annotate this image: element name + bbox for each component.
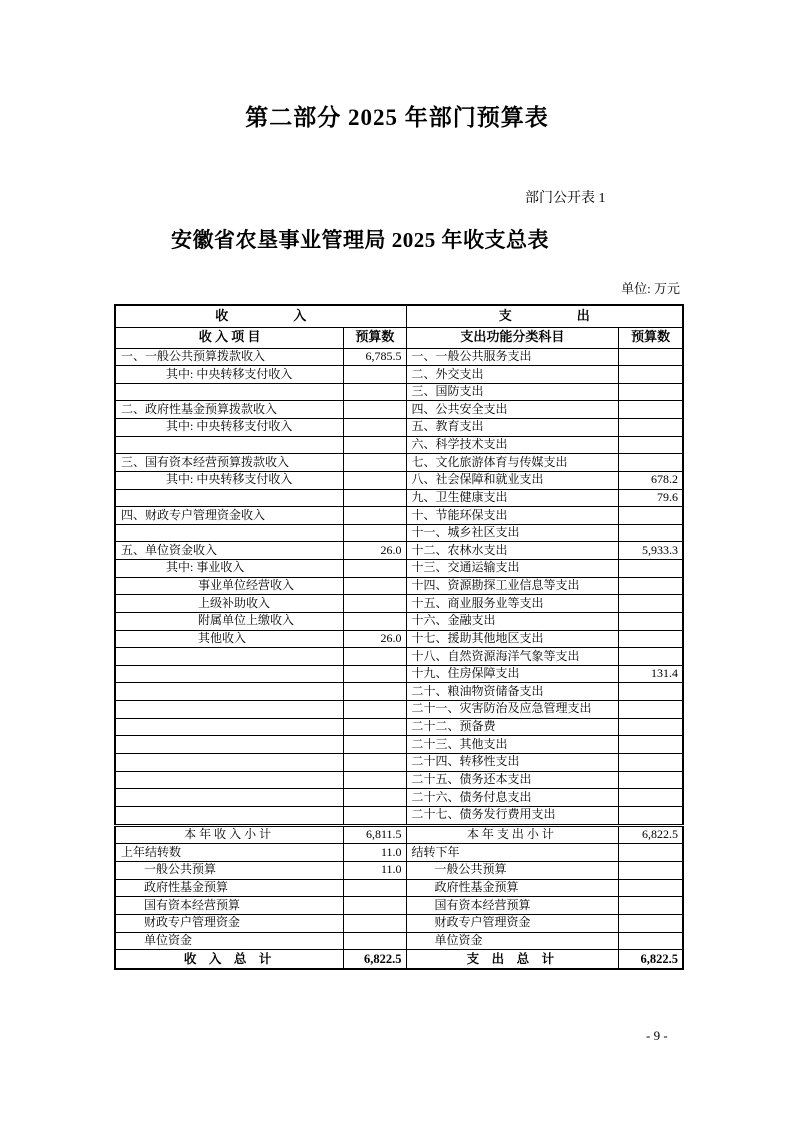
table-header (115, 305, 683, 348)
income-value-cell: 6,811.5 (344, 825, 406, 844)
income-value-cell (344, 612, 406, 630)
income-item-cell: 国有资本经营预算 (115, 897, 344, 915)
expense-value-cell (619, 789, 683, 807)
expense-value-cell (619, 718, 683, 736)
expense-value-cell (619, 612, 683, 630)
income-value-cell (344, 665, 406, 683)
expense-item-cell: 十四、资源勘探工业信息等支出 (406, 577, 619, 595)
expense-item-cell: 十、节能环保支出 (406, 507, 619, 525)
expense-item-cell: 十二、农林水支出 (406, 542, 619, 560)
table-row (115, 789, 683, 807)
income-value-cell (344, 401, 406, 419)
income-item-cell (115, 524, 344, 542)
expense-item-cell: 政府性基金预算 (406, 879, 619, 897)
income-value-cell (344, 736, 406, 754)
expense-group-header: 支 出 (406, 305, 683, 327)
income-value-cell (344, 454, 406, 472)
expense-value-cell (619, 736, 683, 754)
income-value-cell (344, 419, 406, 437)
table-row (115, 401, 683, 419)
income-budget-column-header: 预算数 (344, 327, 406, 348)
expense-value-cell (619, 524, 683, 542)
expense-item-cell: 十一、城乡社区支出 (406, 524, 619, 542)
income-value-cell (344, 577, 406, 595)
expense-value-cell (619, 844, 683, 862)
table-row (115, 366, 683, 384)
income-item-cell: 财政专户管理资金 (115, 914, 344, 932)
table-row (115, 612, 683, 630)
expense-item-cell: 财政专户管理资金 (406, 914, 619, 932)
table-row (115, 665, 683, 683)
expense-item-cell: 结转下年 (406, 844, 619, 862)
expense-value-cell (619, 897, 683, 915)
column-header-row (115, 327, 683, 348)
expense-item-cell: 八、社会保障和就业支出 (406, 471, 619, 489)
table-row (115, 683, 683, 701)
table-row (115, 436, 683, 454)
expense-item-cell: 十五、商业服务业等支出 (406, 595, 619, 613)
table-row (115, 897, 683, 915)
table-row (115, 736, 683, 754)
income-item-cell: 其中: 中央转移支付收入 (115, 366, 344, 384)
income-item-cell: 其他收入 (115, 630, 344, 648)
expense-item-cell: 二十、粮油物资储备支出 (406, 683, 619, 701)
income-value-cell (344, 897, 406, 915)
income-item-cell: 政府性基金预算 (115, 879, 344, 897)
expense-value-cell (619, 577, 683, 595)
income-value-cell (344, 932, 406, 950)
expense-value-cell (619, 436, 683, 454)
table-row (115, 489, 683, 507)
income-item-cell (115, 665, 344, 683)
income-value-cell: 26.0 (344, 630, 406, 648)
expense-value-cell (619, 879, 683, 897)
table-row (115, 507, 683, 525)
income-item-cell: 收 入 总 计 (115, 950, 344, 969)
table-row (115, 348, 683, 366)
expense-item-cell: 九、卫生健康支出 (406, 489, 619, 507)
income-item-cell: 上级补助收入 (115, 595, 344, 613)
expense-item-cell: 二十七、债务发行费用支出 (406, 806, 619, 825)
expense-item-cell: 本 年 支 出 小 计 (406, 825, 619, 844)
table-row (115, 950, 683, 969)
income-value-cell (344, 718, 406, 736)
expense-item-cell: 单位资金 (406, 932, 619, 950)
income-value-cell: 6,822.5 (344, 950, 406, 969)
income-item-cell (115, 753, 344, 771)
budget-summary-table (114, 304, 684, 970)
income-value-cell (344, 595, 406, 613)
expense-value-cell (619, 683, 683, 701)
income-value-cell (344, 914, 406, 932)
income-item-cell: 四、财政专户管理资金收入 (115, 507, 344, 525)
expense-value-cell (619, 648, 683, 666)
expense-item-cell: 支 出 总 计 (406, 950, 619, 969)
income-value-cell: 6,785.5 (344, 348, 406, 366)
expense-item-cell: 四、公共安全支出 (406, 401, 619, 419)
expense-value-cell: 6,822.5 (619, 950, 683, 969)
expense-item-cell: 十八、自然资源海洋气象等支出 (406, 648, 619, 666)
table-row (115, 560, 683, 578)
unit-note: 单位: 万元 (621, 281, 680, 296)
income-item-cell: 上年结转数 (115, 844, 344, 862)
expense-value-cell: 5,933.3 (619, 542, 683, 560)
expense-value-cell (619, 630, 683, 648)
income-value-cell (344, 683, 406, 701)
income-value-cell (344, 507, 406, 525)
income-value-cell (344, 489, 406, 507)
expense-value-cell (619, 366, 683, 384)
expense-value-cell (619, 560, 683, 578)
table-row (115, 471, 683, 489)
income-item-cell (115, 436, 344, 454)
expense-value-cell: 79.6 (619, 489, 683, 507)
table-row (115, 771, 683, 789)
expense-value-cell (619, 507, 683, 525)
expense-item-cell: 二十四、转移性支出 (406, 753, 619, 771)
table-row (115, 753, 683, 771)
table-row (115, 862, 683, 880)
expense-value-cell: 131.4 (619, 665, 683, 683)
expense-item-cell: 一、一般公共服务支出 (406, 348, 619, 366)
table-row (115, 932, 683, 950)
table-row (115, 701, 683, 719)
expense-item-cell: 二十一、灾害防治及应急管理支出 (406, 701, 619, 719)
income-value-cell (344, 789, 406, 807)
expense-item-cell: 六、科学技术支出 (406, 436, 619, 454)
expense-value-cell: 678.2 (619, 471, 683, 489)
expense-item-cell: 二十六、债务付息支出 (406, 789, 619, 807)
income-value-cell (344, 524, 406, 542)
expense-value-cell: 6,822.5 (619, 825, 683, 844)
table-row (115, 419, 683, 437)
income-value-cell: 26.0 (344, 542, 406, 560)
table-row (115, 648, 683, 666)
income-item-cell: 三、国有资本经营预算拨款收入 (115, 454, 344, 472)
income-item-cell (115, 806, 344, 825)
income-item-cell (115, 383, 344, 401)
table-row (115, 879, 683, 897)
expense-value-cell (619, 701, 683, 719)
table-body (115, 348, 683, 969)
expense-item-column-header: 支出功能分类科目 (406, 327, 619, 348)
income-item-cell: 单位资金 (115, 932, 344, 950)
expense-item-cell: 十三、交通运输支出 (406, 560, 619, 578)
income-value-cell (344, 366, 406, 384)
income-item-cell (115, 789, 344, 807)
table-row (115, 542, 683, 560)
income-value-cell (344, 436, 406, 454)
income-value-cell (344, 471, 406, 489)
table-row (115, 577, 683, 595)
expense-item-cell: 十九、住房保障支出 (406, 665, 619, 683)
expense-value-cell (619, 914, 683, 932)
expense-value-cell (619, 806, 683, 825)
group-header-row (115, 305, 683, 327)
income-item-cell: 二、政府性基金预算拨款收入 (115, 401, 344, 419)
expense-item-cell: 五、教育支出 (406, 419, 619, 437)
table-row (115, 718, 683, 736)
income-value-cell: 11.0 (344, 862, 406, 880)
income-item-cell (115, 489, 344, 507)
income-item-cell: 其中: 中央转移支付收入 (115, 471, 344, 489)
table-row (115, 524, 683, 542)
expense-value-cell (619, 383, 683, 401)
income-value-cell (344, 383, 406, 401)
page-number: - 9 - (646, 1028, 668, 1043)
expense-item-cell: 三、国防支出 (406, 383, 619, 401)
table-row (115, 844, 683, 862)
expense-item-cell: 十六、金融支出 (406, 612, 619, 630)
income-item-cell: 事业单位经营收入 (115, 577, 344, 595)
income-value-cell (344, 771, 406, 789)
income-item-cell: 五、单位资金收入 (115, 542, 344, 560)
table-title: 安徽省农垦事业管理局 2025 年收支总表 (171, 228, 549, 252)
table-row (115, 454, 683, 472)
income-value-cell (344, 648, 406, 666)
expense-item-cell: 二十三、其他支出 (406, 736, 619, 754)
table-row (115, 383, 683, 401)
income-item-cell (115, 701, 344, 719)
income-value-cell (344, 560, 406, 578)
public-table-label: 部门公开表 1 (525, 191, 606, 206)
income-value-cell: 11.0 (344, 844, 406, 862)
expense-value-cell (619, 348, 683, 366)
part-title: 第二部分 2025 年部门预算表 (245, 105, 549, 130)
expense-value-cell (619, 401, 683, 419)
income-item-cell: 一、一般公共预算拨款收入 (115, 348, 344, 366)
income-item-cell: 本 年 收 入 小 计 (115, 825, 344, 844)
income-item-cell (115, 718, 344, 736)
expense-value-cell (619, 454, 683, 472)
expense-item-cell: 七、文化旅游体育与传媒支出 (406, 454, 619, 472)
table-row (115, 595, 683, 613)
income-item-column-header: 收 入 项 目 (115, 327, 344, 348)
income-item-cell (115, 683, 344, 701)
expense-value-cell (619, 862, 683, 880)
table-row (115, 630, 683, 648)
income-value-cell (344, 753, 406, 771)
expense-value-cell (619, 595, 683, 613)
expense-item-cell: 十七、援助其他地区支出 (406, 630, 619, 648)
income-item-cell: 其中: 事业收入 (115, 560, 344, 578)
expense-item-cell: 二十五、债务还本支出 (406, 771, 619, 789)
table-row (115, 825, 683, 844)
income-value-cell (344, 701, 406, 719)
income-value-cell (344, 806, 406, 825)
expense-item-cell: 一般公共预算 (406, 862, 619, 880)
income-item-cell (115, 648, 344, 666)
expense-value-cell (619, 771, 683, 789)
income-item-cell: 一般公共预算 (115, 862, 344, 880)
expense-value-cell (619, 932, 683, 950)
income-item-cell: 附属单位上缴收入 (115, 612, 344, 630)
expense-item-cell: 二、外交支出 (406, 366, 619, 384)
table-row (115, 914, 683, 932)
income-group-header: 收 入 (115, 305, 406, 327)
income-item-cell: 其中: 中央转移支付收入 (115, 419, 344, 437)
expense-budget-column-header: 预算数 (619, 327, 683, 348)
income-value-cell (344, 879, 406, 897)
table-row (115, 806, 683, 825)
expense-item-cell: 二十二、预备费 (406, 718, 619, 736)
income-item-cell (115, 736, 344, 754)
expense-value-cell (619, 753, 683, 771)
expense-value-cell (619, 419, 683, 437)
income-item-cell (115, 771, 344, 789)
expense-item-cell: 国有资本经营预算 (406, 897, 619, 915)
